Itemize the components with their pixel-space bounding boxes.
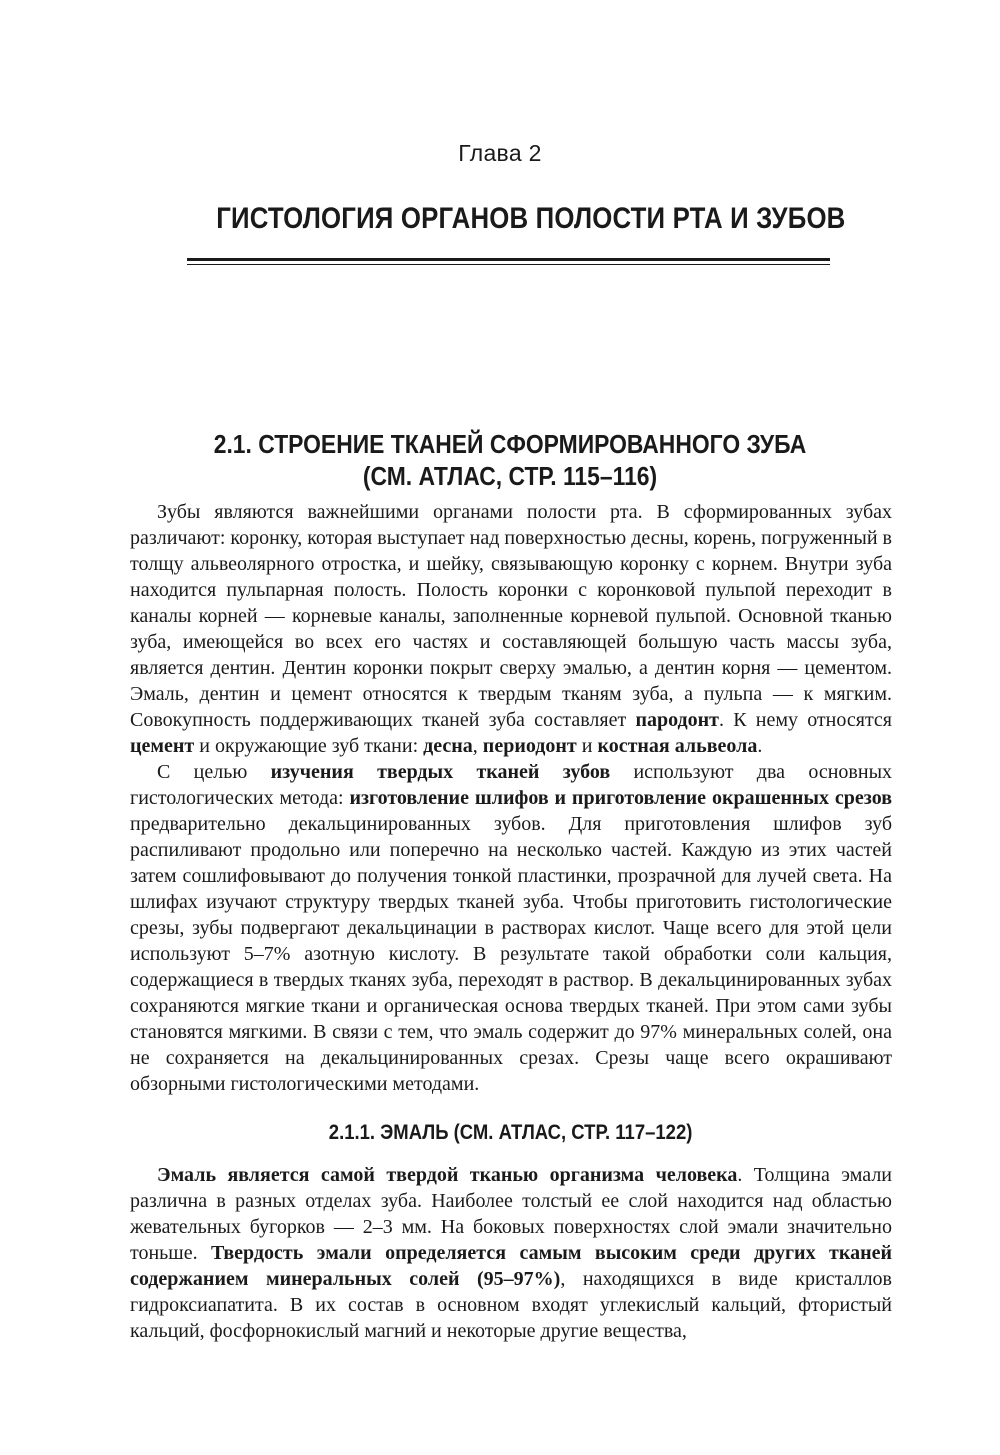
- paragraph-text: ,: [472, 735, 483, 757]
- subsection-heading-text: 2.1.1. ЭМАЛЬ (СМ. АТЛАС, СТР. 117–122): [329, 1121, 693, 1144]
- paragraph-tooth-structure: [130, 499, 892, 759]
- section-heading-line-2: (СМ. АТЛАС, СТР. 115–116): [362, 461, 658, 491]
- section-body: [130, 499, 892, 1097]
- paragraph-text: и: [576, 735, 598, 757]
- term-gum: десна: [423, 735, 473, 757]
- term-periodont: периодонт: [482, 735, 577, 757]
- paragraph-text: Зубы являются важнейшими органами полости рта. В сформированных зубах различают: коронку, которая выступает над поверхностью десны, корень, погруженный в толщу альвеолярного отростка, и шейку, связывающую коронку с корнем. Внутри зуба находится пульпарная полость. Полость коронки с коронковой пульпой переходит в каналы корней — корневые каналы, заполненные корневой пульпой. Основной тканью зуба, имеющейся во всех его частях и составляющей большую часть массы зуба, является дентин. Дентин коронки покрыт сверху эмалью, а дентин корня — цементом. Эмаль, дентин и цемент относятся к твердым тканям зуба, а пульпа — к мягким. Совокупность поддерживающих тканей зуба составляет: [130, 501, 892, 731]
- paragraph-enamel: [130, 1162, 892, 1344]
- chapter-title: ГИСТОЛОГИЯ ОРГАНОВ ПОЛОСТИ РТА И ЗУБОВ: [216, 202, 846, 235]
- paragraph-histology-methods: [130, 759, 892, 1097]
- term-alveola: костная альвеола: [597, 735, 758, 757]
- paragraph-text: предварительно декальцинированных зубов. Для приготовления шлифов зуб распиливают продольно или поперечно на несколько частей. Каждую из этих частей затем сошлифовывают до получения тонкой пластинки, прозрачной для лучей света. На шлифах изучают структуру твердых тканей зуба. Чтобы приготовить гистологические срезы, зубы подвергают декальцинации в растворах кислот. Чаще всего для этой цели используют 5–7% азотную кислоту. В результате такой обработки соли кальция, содержащиеся в твердых тканях зуба, переходят в раствор. В декальцинированных зубах сохраняются мягкие ткани и органическая основа твердых тканей. При этом сами зубы становятся мягкими. В связи с тем, что эмаль содержит до 97% минеральных солей, она не сохраняется на декальцинированных срезах. Срезы чаще всего окрашивают обзорными гистологическими методами.: [130, 813, 892, 1095]
- paragraph-text: используют два основных гистологических метода:: [130, 761, 893, 809]
- term-parodont: пародонт: [635, 709, 719, 731]
- paragraph-text: . К нему относятся: [718, 709, 893, 731]
- section-heading-line-1: 2.1. СТРОЕНИЕ ТКАНЕЙ СФОРМИРОВАННОГО ЗУБА: [213, 429, 807, 459]
- chapter-title-underline-thick: [187, 258, 830, 261]
- term-enamel-hardest: Эмаль является самой твердой тканью организма человека: [157, 1164, 738, 1186]
- paragraph-text: С целью: [157, 761, 271, 783]
- section-heading: [130, 428, 890, 492]
- term-hard-tissue-study: изучения твердых тканей зубов: [270, 761, 611, 783]
- term-methods: изготовление шлифов и приготовление окрашенных срезов: [349, 787, 893, 809]
- subsection-heading: [130, 1121, 892, 1145]
- term-cement: цемент: [130, 735, 195, 757]
- paragraph-text: и окружающие зуб ткани:: [194, 735, 424, 757]
- subsection-body: [130, 1162, 892, 1344]
- paragraph-text: . Толщина эмали различна в разных отделах зуба. Наиболее толстый ее слой находится над областью жевательных бугорков — 2–3 мм. На боковых поверхностях слой эмали значительно тоньше.: [130, 1164, 892, 1264]
- chapter-title-underline-thin: [187, 264, 830, 265]
- chapter-label: Глава 2: [458, 140, 542, 166]
- paragraph-text: .: [757, 735, 763, 757]
- paragraph-text: , находящихся в виде кристаллов гидроксиапатита. В их состав в основном входят углекислый кальций, фтористый кальций, фосфорнокислый магний и некоторые другие вещества,: [130, 1268, 892, 1342]
- term-enamel-hardness: Твердость эмали определяется самым высоким среди других тканей содержанием минеральных солей (95–97%): [130, 1242, 892, 1290]
